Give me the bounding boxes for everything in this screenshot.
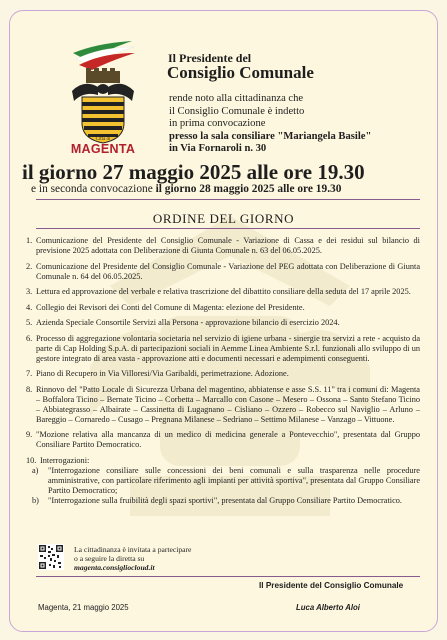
divider [36, 228, 420, 229]
website-link[interactable]: magenta.consigliocloud.it [74, 563, 155, 572]
title-line-2: Consiglio Comunale [167, 63, 314, 82]
item-text: Lettura ed approvazione del verbale e relativa trascrizione del dibattito consiliare della seduta del 17 aprile 2025. [36, 287, 411, 296]
divider [36, 199, 420, 200]
signer-role: Il Presidente del Consiglio Comunale [259, 581, 404, 590]
second-convocation-prefix: e in seconda convocazione [31, 183, 156, 195]
intro-venue: presso la sala consiliare "Mariangela Basile" [169, 130, 372, 142]
item-text: Rinnovo del "Patto Locale di Sicurezza Urbana del magentino, abbiatense e asse S.S. 11" tra i comuni di: Magenta – Boffalora Ticino – Bernate Ticino – Corbetta – Marcallo con Casone – Mesero – Ossona – Santo Stefano Ticino – Abbiategrasso – Albairate – Cassinetta di Lugagnano – Cisliano – Ozzero – Robecco sul Naviglio – Arluno – Bareggio – Cornaredo – Cusago – Pregnana Milanese – Sedriano – Settimo Milanese – Vanzago – Vittuone. [36, 384, 420, 424]
sub-item-letter: a) [32, 465, 39, 475]
agenda-item [26, 430, 420, 450]
item-text: Piano di Recupero in Via Villoresi/Via Garibaldi, perimetrazione. Adozione. [36, 369, 289, 378]
agenda-sub-item [26, 466, 420, 496]
agenda-item [26, 236, 420, 256]
city-name: MAGENTA [70, 142, 136, 156]
intro-line: il Consiglio Comunale è indetto [169, 105, 305, 117]
agenda-item [26, 385, 420, 425]
agenda-sub-item [26, 496, 420, 506]
second-convocation-date: il giorno 28 maggio 2025 alle ore 19.30 [155, 183, 342, 195]
agenda-item [26, 369, 420, 379]
item-text: Comunicazione del Presidente del Consiglio Comunale - Variazione del PEG adottata con Deliberazione di Giunta Comunale n. 64 del 06.05.2025. [36, 261, 420, 281]
sub-item-text: "Interrogazione consiliare sulle concessioni dei beni comunali e sulla trasparenza nelle procedure amministrative, con particolare riferimento agli impianti per attività sportiva", presentata dal Gruppo Consiliare Partito Democratico; [48, 465, 420, 495]
sub-item-text: "Interrogazione sulla fruibilità degli spazi sportivi", presentata dal Gruppo Consiliare Partito Democratico. [48, 495, 402, 505]
item-number: 5. [26, 318, 33, 327]
item-number: 9. [26, 430, 33, 439]
city-label-small: Città di [95, 137, 111, 142]
intro-text [169, 93, 438, 156]
qr-code[interactable] [38, 544, 64, 570]
item-number: 8. [26, 384, 33, 394]
item-number: 1. [26, 236, 33, 245]
place-date: Magenta, 21 maggio 2025 [38, 603, 129, 612]
signer-name: Luca Alberto Aloi [296, 603, 360, 612]
item-text: "Mozione relativa alla mancanza di un medico di medicina generale a Pontevecchio", presentata dal Gruppo Consiliare Partito Democratico. [36, 430, 420, 449]
item-number: 4. [26, 302, 33, 312]
invite-text [74, 545, 191, 572]
agenda-item [26, 303, 420, 313]
agenda-item [26, 456, 420, 466]
invite-line: La cittadinanza è invitata a partecipare [74, 545, 192, 554]
item-text: Comunicazione del Presidente del Consiglio Comunale - Variazione di Cassa e dei residui sul bilancio di previsione 2025 adottata con Deliberazione di Giunta Comunale n. 63 del 06.05.2025. [36, 236, 420, 255]
item-number: 2. [26, 261, 33, 271]
second-convocation [31, 183, 431, 195]
intro-line: rende noto alla cittadinanza che [169, 93, 304, 104]
item-number: 10. [26, 455, 37, 465]
agenda-list [26, 236, 420, 506]
first-convocation-date: il giorno 27 maggio 2025 alle ore 19.30 [22, 160, 365, 184]
item-text: Interrogazioni: [40, 455, 90, 465]
intro-line: in prima convocazione [169, 118, 266, 130]
item-number: 7. [26, 369, 33, 378]
item-number: 3. [26, 287, 33, 296]
item-number: 6. [26, 333, 33, 343]
sub-item-letter: b) [32, 495, 39, 505]
agenda-title: ORDINE DEL GIORNO [152, 211, 295, 226]
magenta-crest-logo [68, 39, 138, 151]
item-text: Processo di aggregazione volontaria societaria nel servizio di igiene urbana - sinergie tra servizi a rete - acquisto da parte di Cap Holding S.p.A. di partecipazioni sociali in Aemme Linea Ambiente S.r.l. funzionali allo sviluppo di un gestore integrato di area vasta - approvazione atti e documenti necessari e adempimenti conseguenti. [36, 333, 420, 363]
invite-line: o a seguire la diretta su [74, 554, 145, 563]
agenda-item [26, 318, 420, 328]
agenda-item [26, 334, 420, 364]
agenda-item [26, 287, 420, 297]
divider [36, 576, 420, 577]
intro-address: in Via Fornaroli n. 30 [169, 143, 267, 155]
item-text: Azienda Speciale Consortile Servizi alla Persona - approvazione bilancio di esercizio 2024. [36, 318, 340, 327]
title-line-1: Il Presidente del [168, 51, 252, 65]
agenda-item [26, 262, 420, 282]
item-text: Collegio dei Revisori dei Conti del Comune di Magenta: elezione del Presidente. [36, 302, 305, 312]
